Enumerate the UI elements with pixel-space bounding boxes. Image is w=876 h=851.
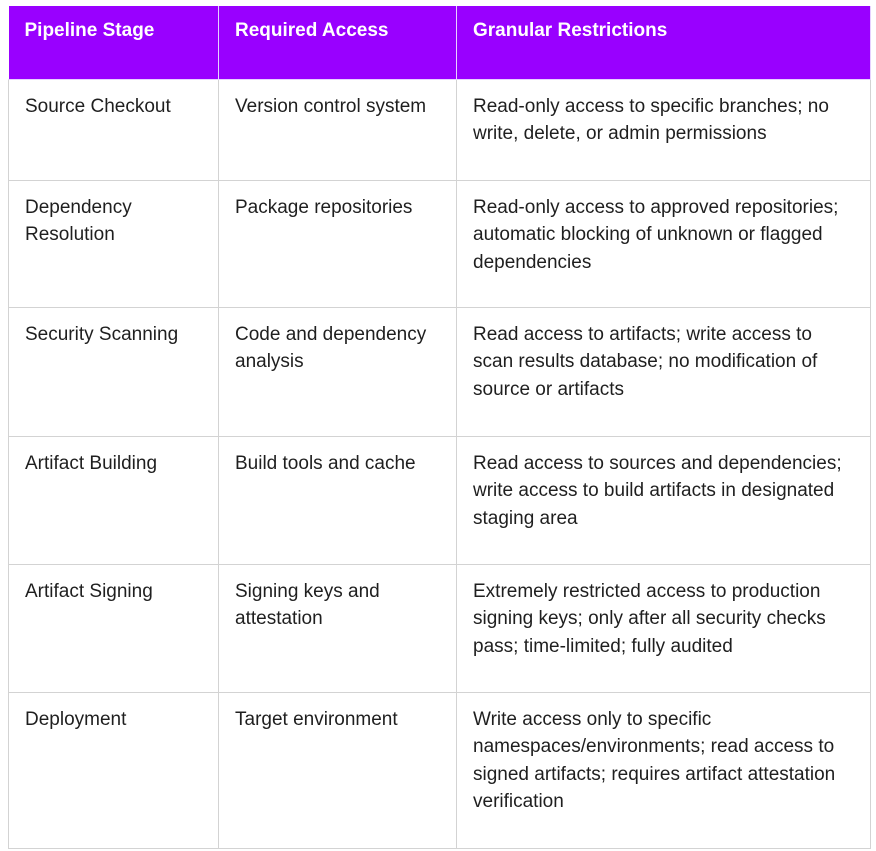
cell-access: Code and dependency analysis bbox=[219, 307, 457, 436]
cell-stage: Artifact Building bbox=[9, 436, 219, 564]
cell-access: Build tools and cache bbox=[219, 436, 457, 564]
access-table-container bbox=[8, 6, 870, 849]
cell-stage: Deployment bbox=[9, 692, 219, 848]
table-row bbox=[9, 692, 871, 848]
pipeline-access-table bbox=[8, 6, 871, 849]
cell-restrictions: Extremely restricted access to production signing keys; only after all security checks pass; time-limited; fully audited bbox=[457, 564, 871, 692]
cell-restrictions: Write access only to specific namespaces/environments; read access to signed artifacts; requires artifact attestation verification bbox=[457, 692, 871, 848]
header-granular-restrictions: Granular Restrictions bbox=[457, 6, 871, 79]
header-required-access: Required Access bbox=[219, 6, 457, 79]
cell-stage: Source Checkout bbox=[9, 79, 219, 180]
table-row bbox=[9, 79, 871, 180]
header-row bbox=[9, 6, 871, 79]
table-row bbox=[9, 180, 871, 307]
cell-access: Version control system bbox=[219, 79, 457, 180]
cell-access: Target environment bbox=[219, 692, 457, 848]
table-header bbox=[9, 6, 871, 79]
cell-restrictions: Read-only access to approved repositories; automatic blocking of unknown or flagged dependencies bbox=[457, 180, 871, 307]
cell-stage: Security Scanning bbox=[9, 307, 219, 436]
header-pipeline-stage: Pipeline Stage bbox=[9, 6, 219, 79]
cell-restrictions: Read access to artifacts; write access to scan results database; no modification of source or artifacts bbox=[457, 307, 871, 436]
cell-stage: Dependency Resolution bbox=[9, 180, 219, 307]
cell-restrictions: Read access to sources and dependencies; write access to build artifacts in designated staging area bbox=[457, 436, 871, 564]
table-body bbox=[9, 79, 871, 848]
table-row bbox=[9, 307, 871, 436]
cell-access: Signing keys and attestation bbox=[219, 564, 457, 692]
cell-restrictions: Read-only access to specific branches; no write, delete, or admin permissions bbox=[457, 79, 871, 180]
table-row bbox=[9, 564, 871, 692]
cell-stage: Artifact Signing bbox=[9, 564, 219, 692]
cell-access: Package repositories bbox=[219, 180, 457, 307]
table-row bbox=[9, 436, 871, 564]
